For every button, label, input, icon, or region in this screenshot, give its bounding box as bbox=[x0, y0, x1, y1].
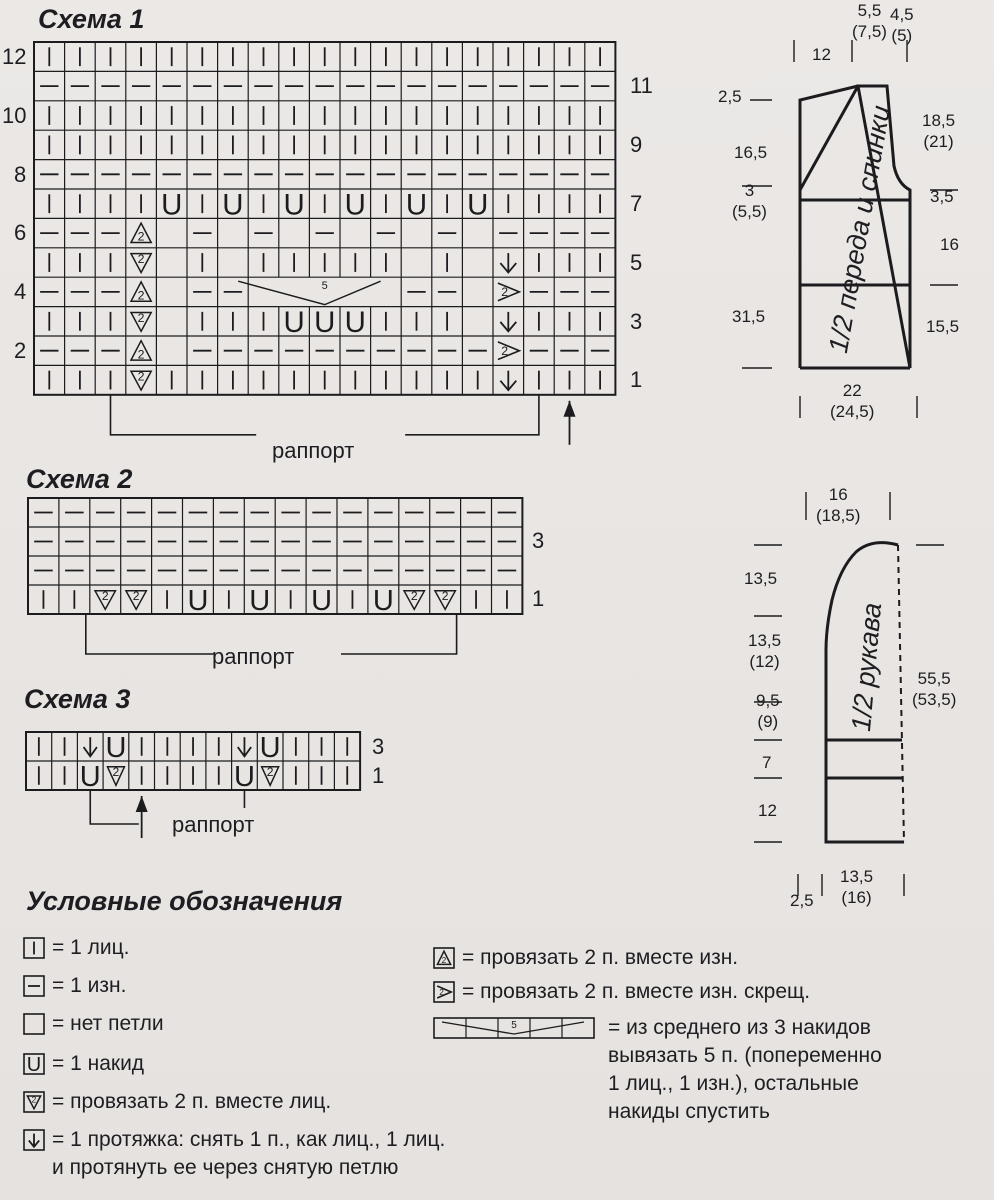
stitch-yarn-over bbox=[27, 1054, 41, 1076]
sleeve-dim-bottom: 2,5 bbox=[790, 891, 814, 910]
body-dim-left: 16,5 bbox=[734, 143, 768, 162]
legend-item-text: = провязать 2 п. вместе лиц. bbox=[52, 1090, 332, 1113]
body-dim-left: 3 (5,5) bbox=[732, 181, 767, 221]
svg-text:U: U bbox=[372, 584, 394, 617]
stitch-k2tog bbox=[435, 589, 455, 609]
legend-item-text: = провязать 2 п. вместе изн. скрещ. bbox=[462, 980, 811, 1003]
legend-symbol-box bbox=[24, 1014, 44, 1034]
stitch-p2tog bbox=[437, 951, 450, 965]
scheme3-arrow-head bbox=[136, 796, 148, 812]
svg-text:U: U bbox=[222, 188, 244, 222]
svg-text:2: 2 bbox=[137, 310, 145, 325]
stitch-p2tog bbox=[131, 223, 151, 244]
stitch-k2tog bbox=[404, 589, 424, 609]
legend-title: Условные обозначения bbox=[26, 886, 343, 916]
body-dim-right: 15,5 bbox=[926, 317, 960, 336]
stitch-k2tog bbox=[107, 765, 124, 785]
scheme2-row-number: 3 bbox=[532, 528, 545, 553]
stitch-yarn-over bbox=[234, 761, 255, 793]
svg-text:U: U bbox=[311, 584, 333, 617]
stitch-yarn-over bbox=[249, 585, 270, 617]
stitch-yarn-over bbox=[311, 585, 332, 617]
legend-item-text: = 1 лиц. bbox=[52, 936, 130, 959]
svg-text:2: 2 bbox=[31, 1094, 37, 1105]
svg-text:2: 2 bbox=[441, 589, 449, 604]
scheme1-row-number: 2 bbox=[14, 338, 27, 363]
svg-text:U: U bbox=[161, 188, 183, 222]
body-dim-bottom: 22 (24,5) bbox=[830, 381, 875, 421]
scheme3-repeat-label: раппорт bbox=[172, 812, 255, 837]
scheme1-row-number: 7 bbox=[630, 191, 643, 216]
svg-text:U: U bbox=[405, 188, 428, 222]
scheme3-row-number: 3 bbox=[372, 734, 385, 759]
svg-text:U: U bbox=[283, 305, 305, 339]
sleeve-dim-left: 7 bbox=[762, 753, 772, 772]
svg-text:2: 2 bbox=[101, 589, 109, 604]
scheme1-repeat-bracket bbox=[111, 395, 539, 435]
svg-text:U: U bbox=[314, 305, 336, 339]
svg-text:2: 2 bbox=[266, 765, 274, 780]
stitch-p2tog-tbl bbox=[498, 283, 519, 301]
scheme1-title: Схема 1 bbox=[38, 4, 145, 34]
stitch-yarn-over bbox=[260, 732, 281, 764]
scheme1-row-number: 10 bbox=[2, 102, 27, 128]
sleeve-dim-left: 9,5 (9) bbox=[756, 691, 780, 731]
stitch-yarn-over bbox=[345, 306, 366, 339]
scheme2-repeat-label: раппорт bbox=[212, 644, 295, 669]
svg-text:2: 2 bbox=[132, 589, 140, 604]
stitch-yarn-over bbox=[222, 188, 243, 221]
svg-text:U: U bbox=[283, 188, 305, 222]
svg-text:U: U bbox=[187, 584, 209, 617]
svg-text:U: U bbox=[344, 305, 366, 339]
svg-text:U: U bbox=[79, 760, 101, 793]
sleeve-dim-left: 13,5 (12) bbox=[748, 631, 782, 671]
stitch-k2tog bbox=[126, 589, 146, 609]
svg-text:U: U bbox=[105, 731, 127, 764]
body-dim-left: 2,5 bbox=[718, 87, 742, 106]
stitch-yarn-over bbox=[161, 188, 182, 221]
body-dim-right: 16 bbox=[940, 235, 959, 254]
sleeve-dim-left: 12 bbox=[758, 801, 777, 820]
legend-five-number: 5 bbox=[511, 1020, 517, 1031]
stitch-yarn-over bbox=[467, 188, 488, 221]
scheme2-title: Схема 2 bbox=[26, 464, 133, 494]
scheme1-inner-number: 5 bbox=[321, 280, 328, 293]
stitch-skp bbox=[500, 312, 516, 331]
scheme1-row-number: 11 bbox=[630, 73, 653, 99]
svg-text:2: 2 bbox=[439, 986, 444, 997]
body-dim-right: 3,5 bbox=[930, 187, 954, 206]
scheme1-row-number: 9 bbox=[630, 132, 643, 158]
scheme1-row-number: 8 bbox=[14, 161, 27, 187]
stitch-p2tog-tbl bbox=[498, 342, 519, 360]
body-dim-right: 18,5 (21) bbox=[922, 111, 956, 151]
legend-item-text: = нет петли bbox=[52, 1012, 164, 1035]
legend-item-text: = 1 изн. bbox=[52, 974, 127, 997]
stitch-yarn-over bbox=[406, 188, 427, 221]
stitch-skp bbox=[29, 1134, 39, 1147]
stitch-k2tog bbox=[131, 311, 151, 331]
body-dim-top: 5,5 (7,5) bbox=[852, 1, 887, 41]
svg-text:2: 2 bbox=[137, 347, 145, 362]
stitch-p2tog bbox=[131, 341, 151, 362]
svg-text:U: U bbox=[344, 188, 366, 222]
stitch-skp bbox=[84, 737, 97, 756]
scheme1-repeat-label: раппорт bbox=[272, 438, 355, 463]
legend-item-text: = из среднего из 3 накидов вывязать 5 п. (попеременно 1 лиц., 1 изн.), остальные накиды спустить bbox=[608, 1016, 882, 1123]
svg-text:U: U bbox=[26, 1054, 42, 1077]
stitch-k2tog bbox=[27, 1094, 40, 1108]
stitch-k2tog bbox=[131, 252, 151, 272]
svg-text:U: U bbox=[467, 188, 489, 222]
body-dim-top: 4,5 (5) bbox=[890, 5, 914, 45]
stitch-yarn-over bbox=[283, 306, 304, 339]
svg-text:2: 2 bbox=[137, 252, 145, 267]
scheme3-row-number: 1 bbox=[372, 763, 385, 788]
svg-text:2: 2 bbox=[410, 589, 418, 604]
stitch-yarn-over bbox=[314, 306, 335, 339]
stitch-p2tog-tbl bbox=[437, 986, 451, 998]
stitch-skp bbox=[500, 371, 516, 390]
scheme1-row-number: 12 bbox=[2, 44, 27, 69]
scheme2-row-number: 1 bbox=[532, 586, 545, 611]
stitch-p2tog bbox=[131, 282, 151, 303]
scheme1-row-number: 1 bbox=[630, 367, 643, 393]
scheme3-title: Схема 3 bbox=[24, 684, 131, 714]
body-pattern-label: 1/2 переда и спинки bbox=[823, 103, 897, 356]
legend-item-text: = провязать 2 п. вместе изн. bbox=[462, 946, 739, 969]
body-dim-left: 31,5 bbox=[732, 307, 766, 326]
svg-text:2: 2 bbox=[137, 369, 145, 384]
sleeve-dim-top: 16 (18,5) bbox=[816, 485, 861, 525]
legend-item-text: = 1 накид bbox=[52, 1052, 145, 1075]
svg-text:2: 2 bbox=[501, 285, 509, 300]
stitch-k2tog bbox=[95, 589, 115, 609]
stitch-yarn-over bbox=[345, 188, 366, 221]
svg-text:2: 2 bbox=[501, 343, 509, 358]
stitch-k2tog bbox=[262, 765, 279, 785]
svg-text:U: U bbox=[259, 731, 281, 764]
stitch-yarn-over bbox=[187, 585, 208, 617]
svg-text:U: U bbox=[233, 760, 255, 793]
sleeve-dim-left: 13,5 bbox=[744, 569, 778, 588]
stitch-skp bbox=[500, 253, 516, 272]
sleeve-dim-bottom: 13,5 (16) bbox=[840, 867, 874, 907]
scheme1-five-stitch-mark bbox=[238, 281, 380, 304]
svg-text:U: U bbox=[249, 584, 271, 617]
sleeve-pattern-label: 1/2 рукава bbox=[846, 601, 888, 733]
stitch-yarn-over bbox=[283, 188, 304, 221]
scheme2-repeat-bracket bbox=[86, 614, 457, 654]
scheme1-arrow-head bbox=[564, 401, 576, 417]
legend-item-text: = 1 протяжка: снять 1 п., как лиц., 1 лиц. и протянуть ее через снятую петлю bbox=[52, 1128, 446, 1179]
scheme1-row-number: 6 bbox=[14, 220, 27, 246]
scheme3-repeat-bracket bbox=[90, 790, 139, 824]
svg-text:2: 2 bbox=[137, 288, 145, 303]
scheme1-row-number: 4 bbox=[14, 279, 27, 305]
svg-text:2: 2 bbox=[137, 229, 145, 244]
stitch-k2tog bbox=[131, 370, 151, 390]
scheme1-row-number: 5 bbox=[630, 249, 643, 275]
stitch-yarn-over bbox=[80, 761, 101, 793]
stitch-skp bbox=[238, 737, 251, 756]
body-dim-top: 12 bbox=[812, 45, 831, 64]
sleeve-dim-right: 55,5 (53,5) bbox=[912, 669, 957, 709]
stitch-yarn-over bbox=[373, 585, 394, 617]
svg-text:2: 2 bbox=[112, 765, 120, 780]
scheme1-row-number: 3 bbox=[630, 308, 643, 334]
svg-text:2: 2 bbox=[441, 955, 447, 966]
stitch-yarn-over bbox=[105, 732, 126, 764]
